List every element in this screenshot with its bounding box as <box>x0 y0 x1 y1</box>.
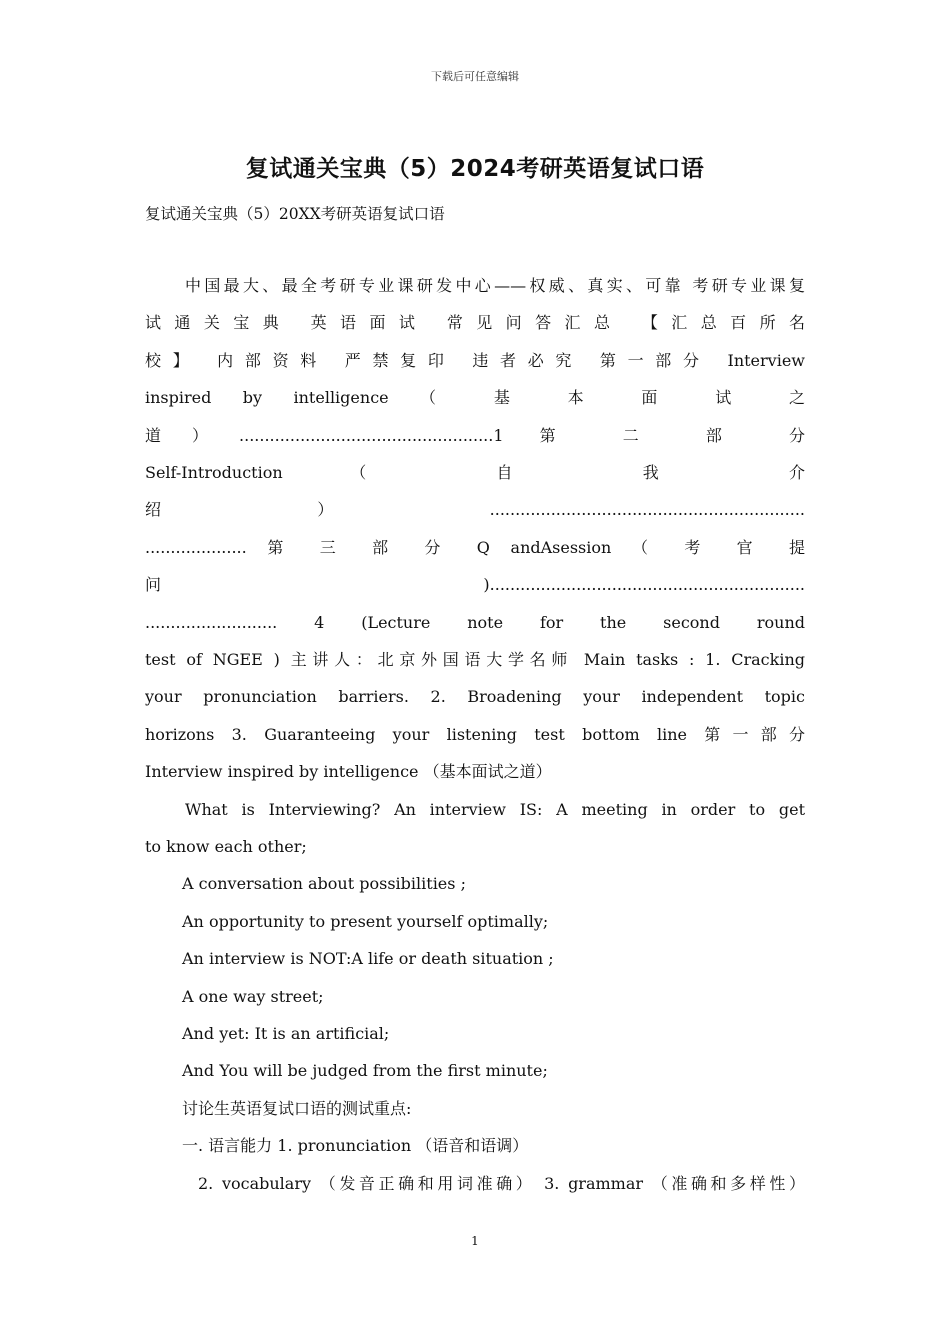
page-header: 下载后可任意编辑 <box>431 70 519 83</box>
body-line: Interview inspired by intelligence （基本面试之道） <box>145 762 552 782</box>
body-line: 绍）.............................................................. <box>145 500 805 520</box>
body-line: 道）..................................................1 第 二 部 分 <box>145 425 805 445</box>
body-line: An opportunity to present yourself optimally; <box>182 911 549 931</box>
body-line: .................... 第 三 部 分 Q andAsession （ 考 官 提 <box>145 537 805 557</box>
document-title: 复试通关宝典（5）2024考研英语复试口语 <box>245 156 705 182</box>
body-line: your pronunciation barriers. 2. Broadening your independent topic <box>145 687 805 707</box>
body-line: 讨论生英语复试口语的测试重点: <box>182 1098 412 1118</box>
page-number: 1 <box>471 1234 479 1248</box>
body-line: And You will be judged from the first minute; <box>182 1061 548 1081</box>
body-line: 校】 内部资料 严禁复印 违者必究 第一部分 Interview <box>145 350 805 370</box>
body-line: Self-Introduction （ 自 我 介 <box>145 463 805 482</box>
body-line: 中国最大、最全考研专业课研发中心——权威、真实、可靠 考研专业课复 <box>185 276 805 295</box>
body-line: 试通关宝典 英语面试 常见问答汇总 【汇总百所名 <box>145 313 805 333</box>
body-line: What is Interviewing? An interview IS: A meeting in order to get <box>185 799 805 819</box>
document-subtitle: 复试通关宝典（5）20XX考研英语复试口语 <box>145 205 445 223</box>
body-line: 2. vocabulary （发音正确和用词准确） 3. grammar （准确和多样性） <box>198 1173 805 1193</box>
body-line: And yet: It is an artificial; <box>182 1024 390 1043</box>
body-line: inspired by intelligence （ 基 本 面 试 之 <box>145 388 805 408</box>
body-line: to know each other; <box>145 837 307 856</box>
body-line: test of NGEE ) 主讲人：北京外国语大学名师 Main tasks : 1. Cracking <box>145 650 805 669</box>
body-line: An interview is NOT:A life or death situation ; <box>182 949 554 969</box>
body-line: 一. 语言能力 1. pronunciation （语音和语调） <box>182 1136 529 1156</box>
body-line: A conversation about possibilities ; <box>182 874 466 894</box>
body-line: horizons 3. Guaranteeing your listening test bottom line 第一部分 <box>145 724 805 744</box>
body-line: A one way street; <box>182 986 324 1006</box>
body-line: .......................... 4 (Lecture note for the second round <box>145 612 805 632</box>
body-line: 问).............................................................. <box>145 575 805 595</box>
